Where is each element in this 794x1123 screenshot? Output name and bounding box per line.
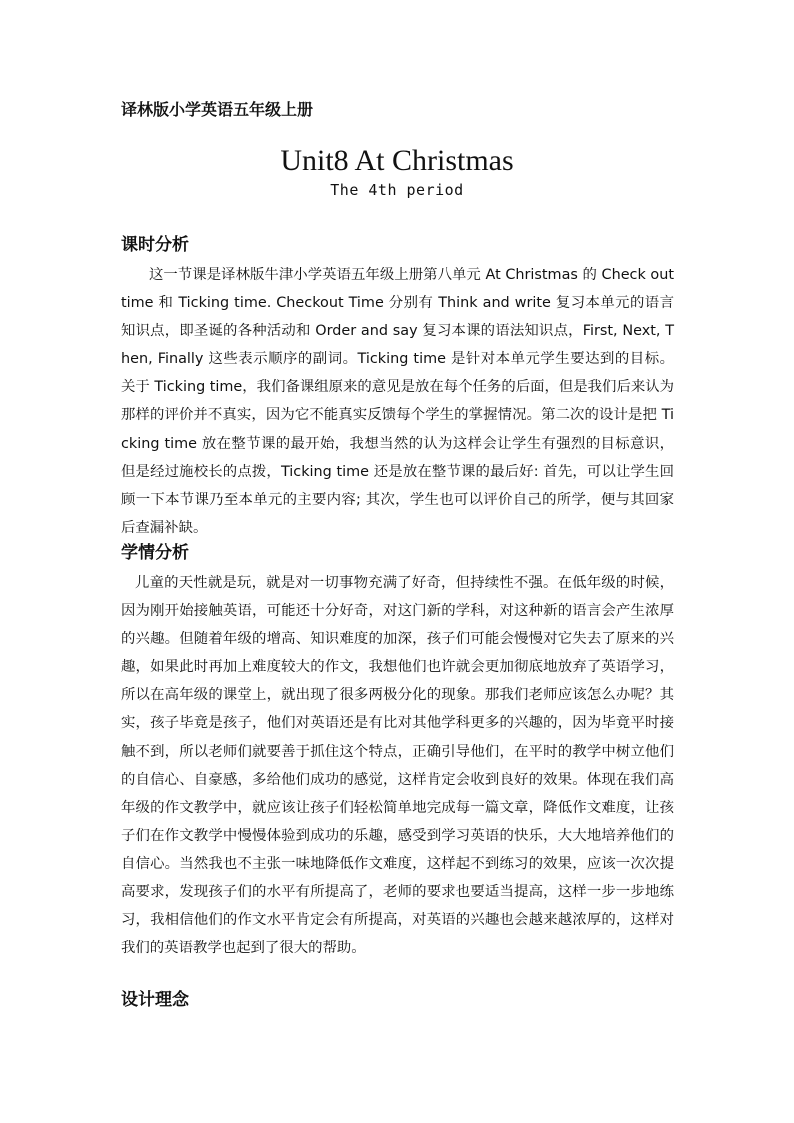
student-analysis-paragraph: 儿童的天性就是玩，就是对一切事物充满了好奇，但持续性不强。在低年级的时候，因为刚开始接触英语，可能还十分好奇，对这门新的学科，对这种新的语言会产生浓厚的兴趣。但随着年级的增高、知识难度的加深，孩子们可能会慢慢对它失去了原来的兴趣，如果此时再加上难度较大的作文，我想他们也许就会更加彻底地放弃了英语学习，所以在高年级的课堂上，就出现了很多两极分化的现象。那我们老师应该怎么办呢？其实，孩子毕竟是孩子，他们对英语还是有比对其他学科更多的兴趣的，因为毕竟平时接触不到，所以老师们就要善于抓住这个特点，正确引导他们，在平时的教学中树立他们的自信心、自豪感，多给他们成功的感觉，这样肯定会收到良好的效果。体现在我们高年级的作文教学中，就应该让孩子们轻松简单地完成每一篇文章，降低作文难度，让孩子们在作文教学中慢慢体验到成功的乐趣，感受到学习英语的快乐，大大地培养他们的自信心。当然我也不主张一味地降低作文难度，这样起不到练习的效果，应该一次次提高要求，发现孩子们的水平有所提高了，老师的要求也要适当提高，这样一步一步地练习，我相信他们的作文水平肯定会有所提高，对英语的兴趣也会越来越浓厚的，这样对我们的英语教学也起到了很大的帮助。: [121, 575, 674, 957]
lesson-analysis-paragraph: 这一节课是译林版牛津小学英语五年级上册第八单元 At Christmas 的 Check out time 和 Ticking time. Checkout Time 分别有 Think and write 复习本单元的语言知识点，即圣诞的各种活动和 Order and say 复习本课的语法知识点，First, Next, Then, Finally 这些表示顺序的副词。Ticking time 是针对本单元学生要达到的目标。关于 Ticking time，我们备课组原来的意见是放在每个任务的后面，但是我们后来认为那样的评价并不真实，因为它不能真实反馈每个学生的掌握情况。第二次的设计是把 Ticking time 放在整节课的最开始，我想当然的认为这样会让学生有强烈的目标意识，但是经过施校长的点拨，Ticking time 还是放在整节课的最后好: 首先，可以让学生回顾一下本节课乃至本单元的主要内容; 其次，学生也可以评价自己的所学，便与其回家后查漏补缺。: [121, 267, 675, 536]
unit-title: Unit8 At Christmas: [280, 144, 514, 177]
section-heading-lesson-analysis: 课时分析: [121, 235, 189, 255]
textbook-label: 译林版小学英语五年级上册: [121, 100, 314, 119]
period-label: The 4th period: [330, 181, 464, 199]
section-heading-student-analysis: 学情分析: [121, 543, 189, 563]
section-heading-design-concept: 设计理念: [121, 990, 189, 1010]
